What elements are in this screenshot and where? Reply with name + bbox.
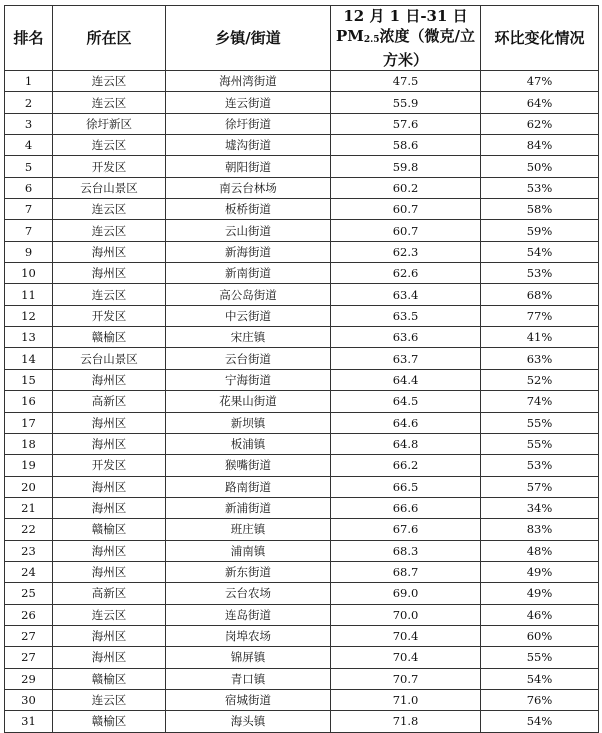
cell-rank: 10 <box>5 263 53 284</box>
table-row <box>5 327 599 348</box>
cell-rank: 22 <box>5 519 53 540</box>
cell-rank: 7 <box>5 199 53 220</box>
cell-rank: 27 <box>5 647 53 668</box>
cell-change: 62% <box>481 113 599 134</box>
cell-change: 34% <box>481 497 599 518</box>
cell-change: 52% <box>481 369 599 390</box>
cell-pm25-value: 62.3 <box>331 241 481 262</box>
cell-rank: 14 <box>5 348 53 369</box>
cell-district: 海州区 <box>53 647 166 668</box>
cell-district: 海州区 <box>53 263 166 284</box>
cell-district: 赣榆区 <box>53 519 166 540</box>
cell-town: 路南街道 <box>166 476 331 497</box>
table-row <box>5 519 599 540</box>
table-row <box>5 433 599 454</box>
cell-rank: 1 <box>5 71 53 92</box>
cell-change: 55% <box>481 412 599 433</box>
cell-town: 云台农场 <box>166 583 331 604</box>
cell-town: 猴嘴街道 <box>166 455 331 476</box>
table-row <box>5 647 599 668</box>
cell-pm25-value: 64.8 <box>331 433 481 454</box>
cell-pm25-value: 59.8 <box>331 156 481 177</box>
cell-change: 53% <box>481 455 599 476</box>
cell-town: 花果山街道 <box>166 391 331 412</box>
cell-town: 班庄镇 <box>166 519 331 540</box>
cell-pm25-value: 70.0 <box>331 604 481 625</box>
cell-change: 55% <box>481 433 599 454</box>
cell-town: 连云街道 <box>166 92 331 113</box>
table-row <box>5 689 599 710</box>
cell-change: 49% <box>481 561 599 582</box>
cell-change: 74% <box>481 391 599 412</box>
cell-rank: 31 <box>5 711 53 732</box>
cell-district: 海州区 <box>53 412 166 433</box>
table-row <box>5 135 599 156</box>
cell-district: 连云区 <box>53 135 166 156</box>
table-row <box>5 583 599 604</box>
table-row <box>5 156 599 177</box>
cell-town: 岗埠农场 <box>166 625 331 646</box>
cell-rank: 15 <box>5 369 53 390</box>
table-row <box>5 476 599 497</box>
table-body <box>5 71 599 733</box>
cell-town: 连岛街道 <box>166 604 331 625</box>
table-row <box>5 391 599 412</box>
cell-district: 开发区 <box>53 156 166 177</box>
cell-change: 83% <box>481 519 599 540</box>
cell-rank: 12 <box>5 305 53 326</box>
cell-pm25-value: 60.7 <box>331 199 481 220</box>
table-row <box>5 455 599 476</box>
cell-district: 高新区 <box>53 391 166 412</box>
table-row <box>5 305 599 326</box>
header-change: 环比变化情况 <box>481 6 599 71</box>
cell-change: 58% <box>481 199 599 220</box>
cell-town: 南云台林场 <box>166 177 331 198</box>
table-row <box>5 348 599 369</box>
cell-rank: 4 <box>5 135 53 156</box>
cell-pm25-value: 70.4 <box>331 625 481 646</box>
cell-rank: 13 <box>5 327 53 348</box>
header-pm25-subscript: 2.5 <box>363 35 380 45</box>
cell-change: 84% <box>481 135 599 156</box>
cell-rank: 19 <box>5 455 53 476</box>
table-row <box>5 540 599 561</box>
cell-rank: 23 <box>5 540 53 561</box>
cell-rank: 18 <box>5 433 53 454</box>
header-pm25-suffix: 浓度（微克/立方米） <box>379 27 476 69</box>
table-row <box>5 113 599 134</box>
cell-town: 青口镇 <box>166 668 331 689</box>
cell-rank: 27 <box>5 625 53 646</box>
cell-district: 云台山景区 <box>53 177 166 198</box>
cell-town: 墟沟街道 <box>166 135 331 156</box>
cell-pm25-value: 66.5 <box>331 476 481 497</box>
cell-pm25-value: 71.8 <box>331 711 481 732</box>
cell-rank: 2 <box>5 92 53 113</box>
table-row <box>5 284 599 305</box>
cell-change: 60% <box>481 625 599 646</box>
table-row <box>5 711 599 732</box>
cell-change: 49% <box>481 583 599 604</box>
cell-district: 云台山景区 <box>53 348 166 369</box>
cell-change: 54% <box>481 241 599 262</box>
cell-rank: 16 <box>5 391 53 412</box>
cell-pm25-value: 47.5 <box>331 71 481 92</box>
cell-town: 新海街道 <box>166 241 331 262</box>
cell-change: 77% <box>481 305 599 326</box>
cell-district: 海州区 <box>53 497 166 518</box>
cell-town: 锦屏镇 <box>166 647 331 668</box>
table-row <box>5 199 599 220</box>
table-row <box>5 220 599 241</box>
cell-pm25-value: 57.6 <box>331 113 481 134</box>
cell-town: 宿城街道 <box>166 689 331 710</box>
cell-pm25-value: 63.5 <box>331 305 481 326</box>
cell-rank: 7 <box>5 220 53 241</box>
cell-town: 宋庄镇 <box>166 327 331 348</box>
cell-town: 宁海街道 <box>166 369 331 390</box>
cell-change: 76% <box>481 689 599 710</box>
cell-district: 海州区 <box>53 369 166 390</box>
cell-change: 57% <box>481 476 599 497</box>
cell-district: 海州区 <box>53 476 166 497</box>
cell-town: 板浦镇 <box>166 433 331 454</box>
cell-rank: 9 <box>5 241 53 262</box>
table-row <box>5 92 599 113</box>
cell-district: 连云区 <box>53 92 166 113</box>
cell-change: 50% <box>481 156 599 177</box>
cell-change: 41% <box>481 327 599 348</box>
cell-change: 59% <box>481 220 599 241</box>
cell-district: 赣榆区 <box>53 327 166 348</box>
cell-district: 海州区 <box>53 561 166 582</box>
cell-pm25-value: 58.6 <box>331 135 481 156</box>
table-row <box>5 668 599 689</box>
cell-change: 54% <box>481 711 599 732</box>
cell-pm25-value: 69.0 <box>331 583 481 604</box>
cell-town: 中云街道 <box>166 305 331 326</box>
cell-rank: 3 <box>5 113 53 134</box>
cell-change: 46% <box>481 604 599 625</box>
cell-change: 53% <box>481 177 599 198</box>
cell-town: 新坝镇 <box>166 412 331 433</box>
cell-change: 48% <box>481 540 599 561</box>
cell-town: 浦南镇 <box>166 540 331 561</box>
cell-district: 开发区 <box>53 305 166 326</box>
cell-rank: 5 <box>5 156 53 177</box>
cell-pm25-value: 71.0 <box>331 689 481 710</box>
cell-rank: 11 <box>5 284 53 305</box>
cell-town: 新浦街道 <box>166 497 331 518</box>
table-row <box>5 369 599 390</box>
cell-change: 63% <box>481 348 599 369</box>
cell-change: 68% <box>481 284 599 305</box>
table-row <box>5 71 599 92</box>
cell-pm25-value: 70.7 <box>331 668 481 689</box>
cell-rank: 6 <box>5 177 53 198</box>
cell-change: 55% <box>481 647 599 668</box>
cell-town: 板桥街道 <box>166 199 331 220</box>
table-row <box>5 497 599 518</box>
cell-pm25-value: 63.6 <box>331 327 481 348</box>
table-row <box>5 561 599 582</box>
table-row <box>5 604 599 625</box>
cell-pm25-value: 66.2 <box>331 455 481 476</box>
cell-district: 徐圩新区 <box>53 113 166 134</box>
header-rank: 排名 <box>5 6 53 71</box>
header-town: 乡镇/街道 <box>166 6 331 71</box>
cell-pm25-value: 60.2 <box>331 177 481 198</box>
cell-district: 赣榆区 <box>53 668 166 689</box>
table-row <box>5 263 599 284</box>
cell-district: 赣榆区 <box>53 711 166 732</box>
cell-town: 海头镇 <box>166 711 331 732</box>
table-row <box>5 177 599 198</box>
cell-town: 高公岛街道 <box>166 284 331 305</box>
cell-rank: 24 <box>5 561 53 582</box>
cell-pm25-value: 67.6 <box>331 519 481 540</box>
cell-change: 54% <box>481 668 599 689</box>
cell-district: 高新区 <box>53 583 166 604</box>
table-row <box>5 241 599 262</box>
pm25-ranking-table <box>4 5 599 733</box>
cell-district: 连云区 <box>53 71 166 92</box>
cell-pm25-value: 55.9 <box>331 92 481 113</box>
table-row <box>5 625 599 646</box>
cell-change: 64% <box>481 92 599 113</box>
cell-district: 海州区 <box>53 625 166 646</box>
cell-pm25-value: 63.7 <box>331 348 481 369</box>
cell-rank: 25 <box>5 583 53 604</box>
cell-town: 海州湾街道 <box>166 71 331 92</box>
cell-district: 连云区 <box>53 284 166 305</box>
cell-district: 连云区 <box>53 199 166 220</box>
cell-town: 云山街道 <box>166 220 331 241</box>
cell-town: 徐圩街道 <box>166 113 331 134</box>
cell-district: 开发区 <box>53 455 166 476</box>
cell-district: 连云区 <box>53 220 166 241</box>
cell-pm25-value: 62.6 <box>331 263 481 284</box>
cell-pm25-value: 64.6 <box>331 412 481 433</box>
cell-rank: 17 <box>5 412 53 433</box>
cell-town: 新南街道 <box>166 263 331 284</box>
cell-change: 47% <box>481 71 599 92</box>
cell-district: 海州区 <box>53 433 166 454</box>
cell-rank: 21 <box>5 497 53 518</box>
cell-pm25-value: 60.7 <box>331 220 481 241</box>
cell-pm25-value: 70.4 <box>331 647 481 668</box>
cell-district: 海州区 <box>53 241 166 262</box>
cell-pm25-value: 68.7 <box>331 561 481 582</box>
header-district: 所在区 <box>53 6 166 71</box>
cell-rank: 20 <box>5 476 53 497</box>
cell-change: 53% <box>481 263 599 284</box>
cell-pm25-value: 68.3 <box>331 540 481 561</box>
cell-town: 新东街道 <box>166 561 331 582</box>
table-row <box>5 412 599 433</box>
cell-pm25-value: 63.4 <box>331 284 481 305</box>
header-row <box>5 6 599 71</box>
header-pm25-prefix: 12 月 1 日-31 日 PM <box>335 7 468 45</box>
header-pm25-concentration <box>331 6 481 71</box>
cell-district: 海州区 <box>53 540 166 561</box>
cell-town: 朝阳街道 <box>166 156 331 177</box>
cell-rank: 26 <box>5 604 53 625</box>
cell-pm25-value: 64.5 <box>331 391 481 412</box>
cell-pm25-value: 64.4 <box>331 369 481 390</box>
cell-rank: 30 <box>5 689 53 710</box>
cell-district: 连云区 <box>53 689 166 710</box>
cell-rank: 29 <box>5 668 53 689</box>
cell-town: 云台街道 <box>166 348 331 369</box>
cell-district: 连云区 <box>53 604 166 625</box>
cell-pm25-value: 66.6 <box>331 497 481 518</box>
